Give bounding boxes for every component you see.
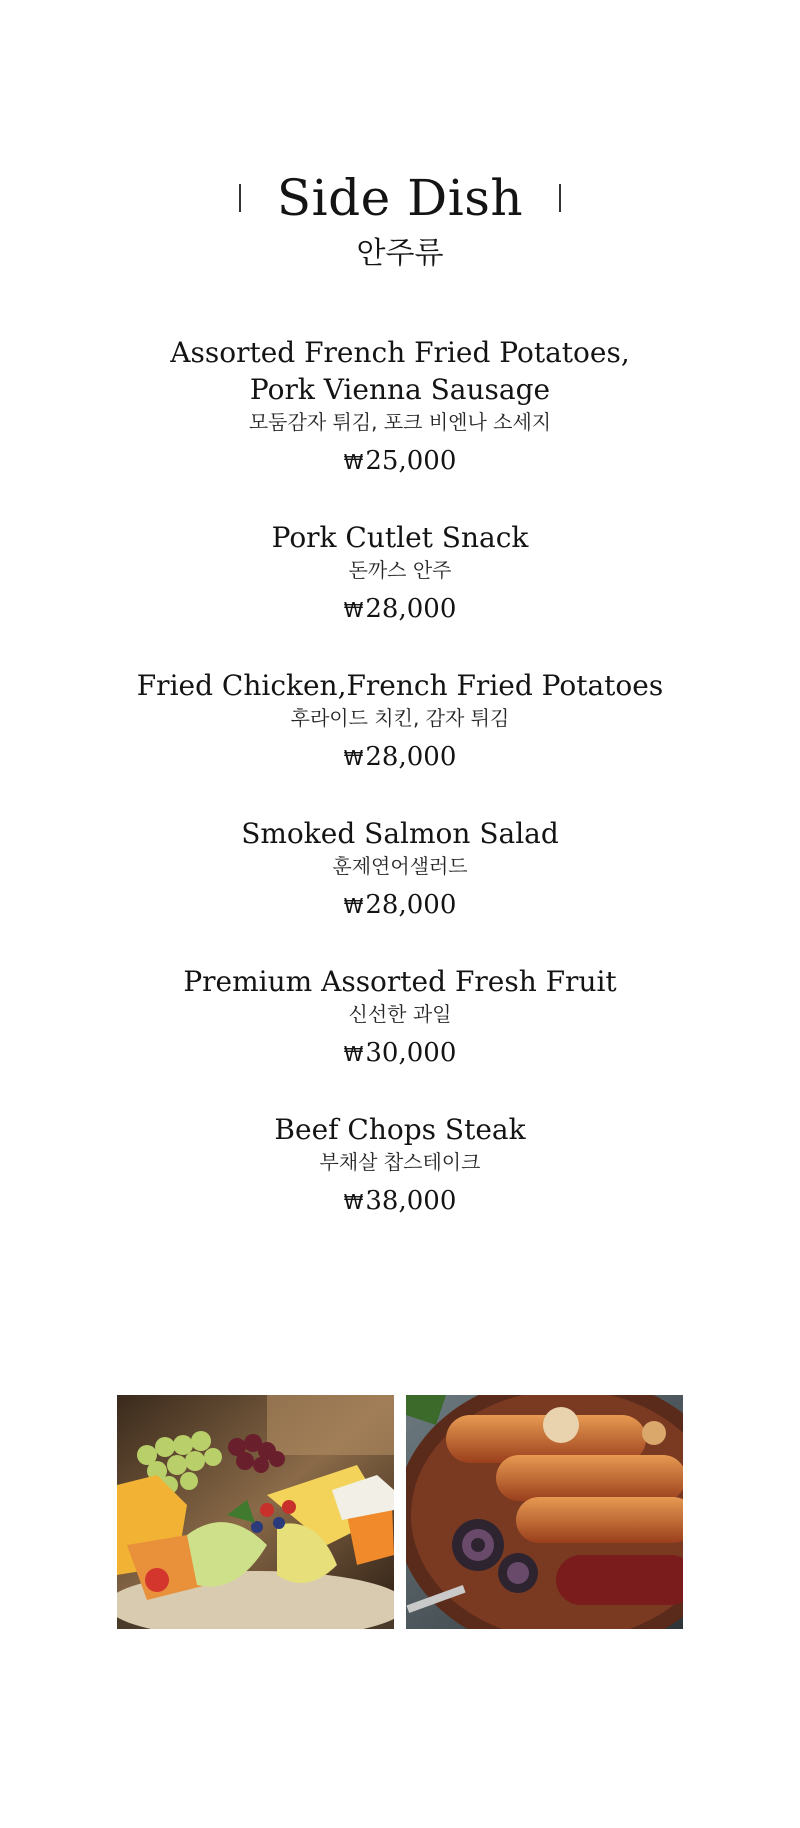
item-name: Smoked Salmon Salad — [241, 817, 559, 850]
item-name: Premium Assorted Fresh Fruit — [183, 965, 617, 998]
price-value: 28,000 — [365, 742, 457, 772]
item-name: Beef Chops Steak — [274, 1113, 526, 1146]
menu-item — [0, 1111, 800, 1219]
menu-item — [0, 667, 800, 775]
menu-item — [0, 963, 800, 1071]
item-name-korean: 후라이드 치킨, 감자 튀김 — [290, 706, 510, 730]
item-price — [0, 888, 800, 923]
item-name-korean: 신선한 과일 — [348, 1002, 452, 1026]
item-name-korean: 부채살 찹스테이크 — [319, 1150, 481, 1174]
title-row — [0, 168, 800, 228]
menu-item — [0, 815, 800, 923]
item-name — [0, 334, 800, 408]
item-name-line: Assorted French Fried Potatoes, — [170, 336, 630, 369]
currency-symbol: ₩ — [343, 1190, 364, 1214]
fruit-platter-photo — [117, 1395, 394, 1629]
currency-symbol: ₩ — [343, 894, 364, 918]
currency-symbol: ₩ — [343, 746, 364, 770]
price-value: 38,000 — [365, 1186, 457, 1216]
item-price — [0, 592, 800, 627]
item-name: Fried Chicken,French Fried Potatoes — [136, 669, 664, 702]
page-subtitle: 안주류 — [356, 236, 444, 271]
menu-item — [0, 519, 800, 627]
item-price — [0, 1184, 800, 1219]
item-price — [0, 740, 800, 775]
currency-symbol: ₩ — [343, 598, 364, 622]
menu-header — [0, 168, 800, 272]
price-value: 25,000 — [365, 446, 457, 476]
currency-symbol: ₩ — [343, 450, 364, 474]
currency-symbol: ₩ — [343, 1042, 364, 1066]
price-value: 28,000 — [365, 594, 457, 624]
photo-strip — [117, 1395, 683, 1629]
title-left-divider — [239, 184, 241, 212]
price-value: 28,000 — [365, 890, 457, 920]
item-name-korean: 훈제연어샐러드 — [332, 854, 468, 878]
sausage-platter-photo — [406, 1395, 683, 1629]
title-right-divider — [559, 184, 561, 212]
price-value: 30,000 — [365, 1038, 457, 1068]
item-name-line: Pork Vienna Sausage — [249, 373, 551, 406]
item-name: Pork Cutlet Snack — [271, 521, 529, 554]
item-price — [0, 1036, 800, 1071]
menu-item — [0, 334, 800, 479]
page-title: Side Dish — [276, 169, 524, 227]
item-price — [0, 444, 800, 479]
menu-list — [0, 334, 800, 1259]
item-name-korean: 돈까스 안주 — [348, 558, 452, 582]
item-name-korean: 모둠감자 튀김, 포크 비엔나 소세지 — [248, 410, 552, 434]
